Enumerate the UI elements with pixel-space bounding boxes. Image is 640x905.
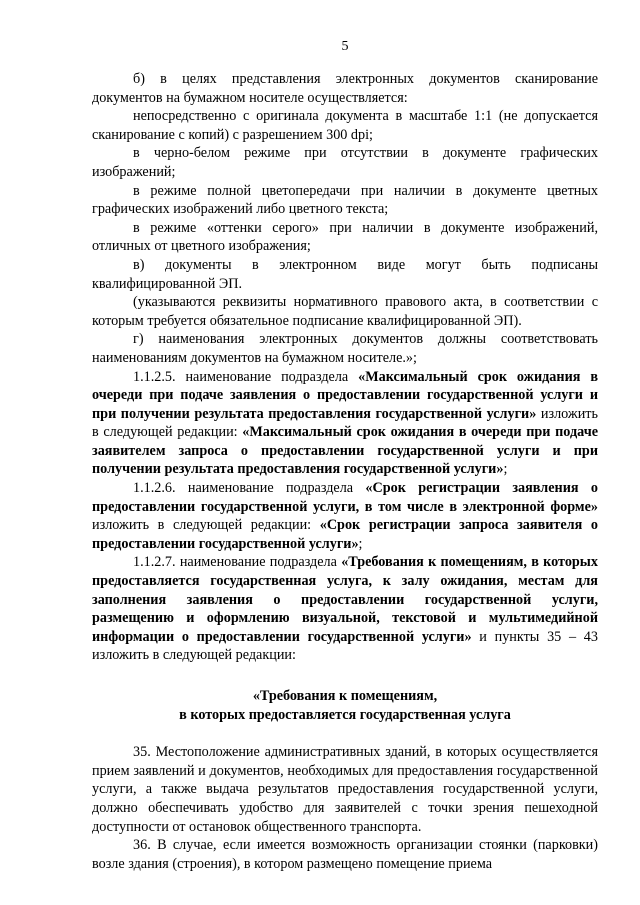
paragraph-text: ; — [358, 535, 363, 552]
paragraph-item-36: 36. В случае, если имеется возможность организации стоянки (парковки) возле здания (строения), в котором размещено помещение приема — [92, 837, 598, 872]
paragraph-text: изложить в следующей редакции: — [92, 405, 598, 441]
paragraph-scanning-intro: б) в целях представления электронных документов сканирование документов на бумажном носителе осуществляется: — [92, 71, 598, 106]
paragraph-requisites-note: (указываются реквизиты нормативного правового акта, в соответствии с которым требуется обязательное подписание квалифицированной ЭП). — [92, 294, 598, 329]
document-body — [92, 70, 598, 873]
paragraph-text: и пункты 35 – 43 изложить в следующей редакции: — [92, 628, 598, 664]
section-heading-line-2: в которых предоставляется государственная услуга — [179, 706, 511, 723]
paragraph-text: 1.1.2.7. наименование подраздела — [133, 554, 342, 571]
paragraph-signature: в) документы в электронном виде могут быть подписаны квалифицированной ЭП. — [92, 256, 598, 292]
paragraph-text: 1.1.2.5. наименование подраздела — [133, 368, 359, 385]
section-heading — [92, 687, 598, 724]
page-number: 5 — [341, 39, 349, 54]
paragraph-scan-grayscale: в режиме «оттенки серого» при наличии в документе изображений, отличных от цветного изображения; — [92, 219, 598, 255]
paragraph-item-35: 35. Местоположение административных зданий, в которых осуществляется прием заявлений и документов, необходимых для предоставления государственной услуги, а также выдача результатов предоставления государственной услуги, должно обеспечивать удобство для заявителей с точки зрения пешеходной доступности от остановок общественного транспорта. — [92, 744, 598, 835]
new-subsection-title: «Срок регистрации запроса заявителя о предоставлении государственной услуги» — [92, 517, 598, 552]
old-subsection-title: «Срок регистрации заявления о предоставлении государственной услуги, в том числе в электронной форме» — [92, 480, 598, 515]
paragraph-1-1-2-7 — [92, 553, 598, 665]
paragraph-1-1-2-6 — [92, 479, 598, 553]
paragraph-text: изложить в следующей редакции: — [92, 517, 320, 534]
old-subsection-title: «Требования к помещениям, в которых предоставляется государственная услуга, к залу ожидания, местам для заполнения заявления о предоставлении государственной услуги, размещению и оформлению визуальной, текстовой и мультимедийной информации о предоставлении государственной услуги» — [92, 554, 598, 645]
paragraph-scan-original: непосредственно с оригинала документа в масштабе 1:1 (не допускается сканирование с копий) с разрешением 300 dpi; — [92, 108, 598, 143]
old-subsection-title: «Максимальный срок ожидания в очереди при подаче заявления о предоставлении государственной услуги и при получении результата предоставления государственной услуги» — [92, 368, 598, 422]
paragraph-scan-bw: в черно-белом режиме при отсутствии в документе графических изображений; — [92, 145, 598, 180]
paragraph-1-1-2-5 — [92, 368, 598, 480]
new-subsection-title: «Максимальный срок ожидания в очереди при подаче заявителем запроса о предоставлении государственной услуги и при получении результата предоставления государственной услуги» — [92, 424, 598, 478]
paragraph-text: 1.1.2.6. наименование подраздела — [133, 480, 366, 497]
paragraph-document-names: г) наименования электронных документов должны соответствовать наименованиям документов на бумажном носителе.»; — [92, 331, 598, 366]
paragraph-text: ; — [503, 461, 508, 478]
section-heading-line-1: «Требования к помещениям, — [252, 688, 438, 704]
paragraph-scan-color: в режиме полной цветопередачи при наличии в документе цветных графических изображений либо цветного текста; — [92, 182, 598, 218]
